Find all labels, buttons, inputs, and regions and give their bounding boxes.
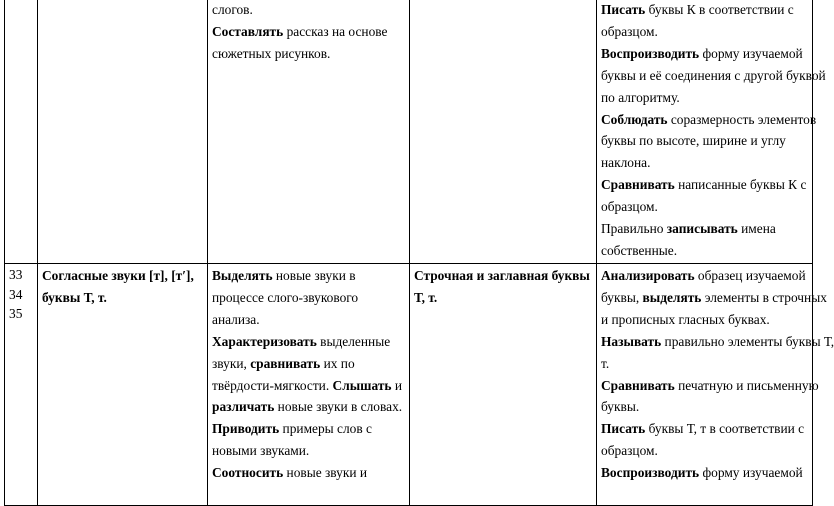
bold-verb: Воспроизводить <box>601 465 700 481</box>
text-line <box>601 287 827 309</box>
text-line <box>212 331 405 353</box>
text-line <box>42 287 203 309</box>
lesson-number-cell <box>5 264 38 506</box>
text-line <box>601 462 808 484</box>
table-row <box>5 264 813 506</box>
text-line <box>212 440 405 462</box>
text-run: новые звуки и <box>283 465 368 481</box>
bold-verb: Сравнивать <box>601 377 675 393</box>
lesson-number: 33 <box>9 267 23 282</box>
text-run: Правильно <box>601 221 667 237</box>
bold-verb: Соблюдать <box>601 111 668 127</box>
text-line <box>601 396 808 418</box>
text-line <box>601 309 808 331</box>
text-run: образец изучаемой <box>694 268 806 283</box>
text-line <box>414 287 592 309</box>
theme-cell <box>410 0 597 264</box>
text-line <box>601 331 834 353</box>
text-line <box>212 462 405 484</box>
bold-verb: Выделять <box>212 268 273 283</box>
text-line <box>601 265 808 287</box>
text-line <box>212 265 405 287</box>
text-run: слогов. <box>212 2 253 17</box>
text-line <box>601 440 808 462</box>
text-run: буквы, <box>601 289 643 305</box>
bold-verb: Приводить <box>212 421 280 437</box>
text-run: звуки, <box>212 355 251 371</box>
text-run: твёрдости-мягкости. <box>212 377 333 393</box>
text-line <box>601 218 808 240</box>
bold-verb: Анализировать <box>601 268 695 283</box>
bold-verb: различать <box>212 399 275 415</box>
lesson-number: 35 <box>9 306 23 321</box>
text-run: написанные буквы К с <box>674 177 807 193</box>
bold-verb: выделять <box>642 289 702 305</box>
text-run: буквы и её соединения с другой буквой <box>601 67 826 83</box>
text-run: буквы Т, т в соответствии с <box>645 421 805 437</box>
text-run: образцом. <box>601 199 658 215</box>
text-run: по алгоритму. <box>601 89 680 105</box>
text-run: анализа. <box>212 311 260 327</box>
text-line <box>212 287 405 309</box>
text-run: образцом. <box>601 23 658 39</box>
text-run: буквы К в соответствии с <box>645 2 794 17</box>
text-line <box>212 396 405 418</box>
text-run: новые звуки в словах. <box>274 399 403 415</box>
text-line <box>42 265 203 287</box>
text-run: выделенные <box>316 333 391 349</box>
text-run: и <box>391 377 403 393</box>
text-run: соразмерность элементов <box>667 111 817 127</box>
skills-cell <box>597 0 826 264</box>
text-run: новые звуки в <box>272 268 356 283</box>
text-run: правильно элементы буквы Т, <box>661 333 834 349</box>
lesson-plan-table <box>4 0 834 506</box>
bold-verb: сравнивать <box>250 355 321 371</box>
text-run: буквы по высоте, ширине и углу <box>601 133 786 149</box>
topic-cell <box>38 264 208 506</box>
text-run: печатную и письменную <box>674 377 819 393</box>
text-line <box>212 418 405 440</box>
text-line <box>212 0 405 21</box>
text-run: процессе слого-звукового <box>212 289 359 305</box>
text-line <box>601 375 819 397</box>
text-run: и прописных гласных буквах. <box>601 311 770 327</box>
text-line <box>601 21 808 43</box>
bold-verb: Писать <box>601 421 646 437</box>
text-line <box>212 21 405 43</box>
text-run: собственные. <box>601 242 678 258</box>
text-run: имена <box>737 221 776 237</box>
text-line <box>212 43 405 65</box>
table-row <box>5 0 813 264</box>
bold-verb: записывать <box>666 221 738 237</box>
text-line <box>212 353 405 375</box>
text-run: форму изучаемой <box>699 45 803 61</box>
text-run: примеры слов с <box>279 421 372 437</box>
text-run: новыми звуками. <box>212 443 310 459</box>
bold-verb: Слышать <box>332 377 392 393</box>
text-run: наклона. <box>601 155 651 171</box>
text-line <box>601 65 826 87</box>
text-run: рассказ на основе <box>283 23 388 39</box>
bold-verb: Писать <box>601 2 646 17</box>
text-line <box>212 309 405 331</box>
text-line <box>601 43 808 65</box>
text-run: т. <box>601 355 610 371</box>
activities-cell <box>208 0 410 264</box>
text-line <box>212 375 405 397</box>
bold-verb: Составлять <box>212 23 284 39</box>
bold-verb: Воспроизводить <box>601 45 700 61</box>
bold-verb: Соотносить <box>212 465 284 481</box>
text-line <box>601 196 808 218</box>
text-line <box>601 0 808 21</box>
activities-cell <box>208 264 410 506</box>
text-run: образцом. <box>601 443 658 459</box>
topic-cell <box>38 0 208 264</box>
text-line <box>601 240 808 262</box>
bold-verb: буквы Т, т. <box>42 289 107 305</box>
bold-verb: Сравнивать <box>601 177 675 193</box>
text-line <box>601 130 808 152</box>
bold-verb: Строчная и заглавная буквы <box>414 268 590 283</box>
text-run: буквы. <box>601 399 640 415</box>
text-line <box>601 152 808 174</box>
bold-verb: Называть <box>601 333 662 349</box>
text-line <box>414 265 592 287</box>
text-line <box>601 174 808 196</box>
text-line <box>601 87 808 109</box>
bold-verb: Т, т. <box>414 289 438 305</box>
bold-verb: Согласные звуки [т], [т′], <box>42 268 194 283</box>
text-line <box>601 353 808 375</box>
lesson-number-cell <box>5 0 38 264</box>
text-run: элементы в строчных <box>701 289 827 305</box>
skills-cell <box>597 264 834 506</box>
text-line <box>601 418 808 440</box>
theme-cell <box>410 264 597 506</box>
text-run: форму изучаемой <box>699 465 803 481</box>
lesson-number: 34 <box>9 286 23 302</box>
text-run: их по <box>320 355 355 371</box>
text-run: сюжетных рисунков. <box>212 45 331 61</box>
text-line <box>601 109 817 131</box>
bold-verb: Характеризовать <box>212 333 317 349</box>
